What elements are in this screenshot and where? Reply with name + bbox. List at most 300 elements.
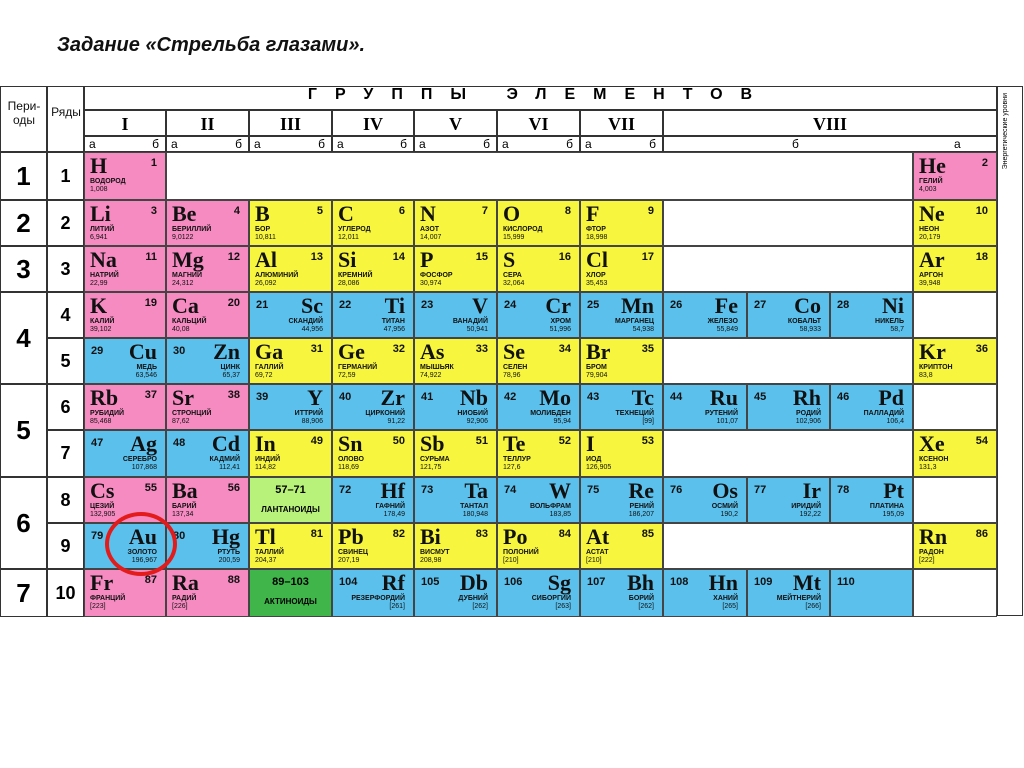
- row-label: 9: [47, 523, 84, 569]
- subgroup-b-label: б: [152, 137, 159, 151]
- element-name: МЕДЬ: [136, 364, 157, 371]
- element-symbol: Zn: [213, 339, 240, 364]
- subgroup-a-label: а: [337, 137, 344, 151]
- atomic-mass: 204,37: [255, 557, 277, 564]
- element-name: ПОЛОНИЙ: [503, 549, 539, 556]
- element-name: РУБИДИЙ: [90, 410, 125, 417]
- element-cell: [166, 338, 249, 384]
- group-header-VII: VII: [580, 110, 663, 136]
- empty-cell: [663, 246, 913, 292]
- atomic-mass: [210]: [503, 557, 519, 564]
- element-symbol: He: [919, 153, 946, 178]
- element-symbol: Li: [90, 201, 111, 226]
- element-name: МАРГАНЕЦ: [615, 318, 654, 325]
- atomic-mass: 190,2: [720, 511, 738, 518]
- subgroup-cell: [84, 136, 166, 152]
- atomic-number: 4: [233, 205, 240, 217]
- atomic-number: 39: [256, 391, 269, 403]
- element-name: РТУТЬ: [217, 549, 240, 556]
- atomic-number: 52: [558, 435, 571, 447]
- subgroup-a-label: а: [419, 137, 426, 151]
- element-symbol: Re: [628, 478, 654, 503]
- element-name: БОР: [255, 226, 271, 233]
- element-symbol: Si: [338, 247, 357, 272]
- element-cell: [663, 384, 747, 430]
- element-name: СЕЛЕН: [503, 364, 528, 371]
- element-symbol: Os: [712, 478, 738, 503]
- atomic-number: 23: [421, 299, 434, 311]
- subgroup-a-label: а: [585, 137, 592, 151]
- atomic-mass: [210]: [586, 557, 602, 564]
- atomic-number: 3: [150, 205, 157, 217]
- atomic-number: 47: [91, 437, 104, 449]
- element-name: КИСЛОРОД: [503, 226, 543, 233]
- element-symbol: Hf: [380, 478, 405, 503]
- element-name: АЗОТ: [420, 226, 440, 233]
- atomic-number: 16: [558, 251, 571, 263]
- element-cell: [166, 569, 249, 617]
- actinides-range: 89–103: [272, 576, 309, 588]
- atomic-mass: [99]: [642, 418, 654, 425]
- groups-title: ГРУППЫ ЭЛЕМЕНТОВ: [307, 86, 771, 103]
- group-header-III: III: [249, 110, 332, 136]
- element-name: БОРИЙ: [628, 595, 654, 602]
- element-name: БАРИЙ: [172, 503, 197, 510]
- element-name: ТАЛЛИЙ: [255, 549, 284, 556]
- element-name: ТЕХНЕЦИЙ: [615, 410, 654, 417]
- subgroup-a-label: а: [254, 137, 261, 151]
- element-cell: [580, 384, 663, 430]
- element-name: ИТТРИЙ: [294, 410, 323, 417]
- element-name: ХРОМ: [550, 318, 571, 325]
- element-cell: [84, 569, 166, 617]
- element-name: ПЛАТИНА: [869, 503, 904, 510]
- atomic-number: 32: [392, 343, 405, 355]
- element-symbol: Co: [794, 293, 821, 318]
- atomic-mass: 39,948: [919, 280, 941, 287]
- element-symbol: Br: [586, 339, 611, 364]
- element-cell: [497, 430, 580, 477]
- element-cell: [663, 292, 747, 338]
- element-cell: [249, 200, 332, 246]
- element-symbol: Ti: [384, 293, 405, 318]
- atomic-mass: [266]: [805, 603, 821, 610]
- element-symbol: I: [586, 431, 595, 456]
- element-cell: [497, 292, 580, 338]
- atomic-number: 31: [310, 343, 323, 355]
- atomic-number: 87: [144, 574, 157, 586]
- atomic-mass: 58,7: [890, 326, 904, 333]
- element-cell: [166, 430, 249, 477]
- atomic-number: 19: [144, 297, 157, 309]
- element-symbol: Xe: [919, 431, 945, 456]
- atomic-mass: [223]: [90, 603, 106, 610]
- element-cell: [414, 246, 497, 292]
- subgroup-b-label: б: [483, 137, 490, 151]
- element-name: КАДМИЙ: [209, 456, 240, 463]
- element-cell: [249, 292, 332, 338]
- atomic-number: 22: [339, 299, 352, 311]
- element-cell: [84, 152, 166, 200]
- element-symbol: N: [420, 201, 436, 226]
- subgroup-cell: [497, 136, 580, 152]
- element-symbol: Rf: [381, 570, 405, 595]
- element-cell: [913, 338, 997, 384]
- element-symbol: Pb: [338, 524, 364, 549]
- element-name: РЕНИЙ: [629, 503, 654, 510]
- atomic-mass: 208,98: [420, 557, 442, 564]
- element-cell: [830, 569, 913, 617]
- element-cell: [580, 523, 663, 569]
- lanthanides-range: 57–71: [275, 484, 306, 496]
- atomic-mass: 178,49: [383, 511, 405, 518]
- atomic-number: 25: [587, 299, 600, 311]
- element-name: АСТАТ: [586, 549, 609, 556]
- atomic-mass: 91,22: [387, 418, 405, 425]
- subgroup-b-label: б: [400, 137, 407, 151]
- element-symbol: Rb: [90, 385, 119, 410]
- atomic-number: 76: [670, 484, 683, 496]
- element-cell: [332, 338, 414, 384]
- atomic-mass: 26,092: [255, 280, 277, 287]
- atomic-mass: 14,007: [420, 234, 442, 241]
- element-name: ТЕЛЛУР: [503, 456, 531, 463]
- row-label: 7: [47, 430, 84, 477]
- subgroup-cell: [663, 136, 997, 152]
- subgroup-b-label: б: [649, 137, 656, 151]
- element-name: БРОМ: [586, 364, 607, 371]
- atomic-number: 78: [837, 484, 850, 496]
- subgroup-b-label: б: [792, 137, 799, 151]
- atomic-number: 37: [144, 389, 157, 401]
- element-symbol: Fr: [90, 570, 114, 595]
- element-cell: [580, 200, 663, 246]
- atomic-number: 48: [173, 437, 186, 449]
- atomic-mass: [262]: [472, 603, 488, 610]
- element-name: КАЛИЙ: [90, 318, 115, 325]
- element-cell: [580, 477, 663, 523]
- atomic-mass: [261]: [389, 603, 405, 610]
- atomic-mass: 196,967: [131, 557, 157, 564]
- energy-levels-column: [997, 86, 1023, 616]
- element-cell: [249, 430, 332, 477]
- group-header-VIII: VIII: [663, 110, 997, 136]
- element-name: ЦИНК: [220, 364, 240, 371]
- element-name: СКАНДИЙ: [288, 318, 323, 325]
- atomic-mass: 55,849: [716, 326, 738, 333]
- atomic-mass: 12,011: [338, 234, 359, 241]
- atomic-mass: 127,6: [503, 464, 521, 471]
- element-symbol: V: [472, 293, 488, 318]
- element-symbol: Mt: [792, 570, 821, 595]
- element-symbol: Nb: [459, 385, 488, 410]
- atomic-mass: 10,811: [255, 234, 276, 241]
- atomic-mass: 47,956: [383, 326, 405, 333]
- atomic-number: 51: [475, 435, 488, 447]
- element-name: ТИТАН: [381, 318, 405, 325]
- element-cell: [249, 523, 332, 569]
- element-symbol: C: [338, 201, 354, 226]
- element-cell: [580, 569, 663, 617]
- atomic-mass: 28,086: [338, 280, 360, 287]
- element-name: РАДОН: [919, 549, 944, 556]
- atomic-number: 49: [310, 435, 323, 447]
- element-cell: [414, 523, 497, 569]
- atomic-number: 11: [145, 251, 157, 263]
- element-name: ИРИДИЙ: [791, 503, 821, 510]
- atomic-mass: 131,3: [919, 464, 937, 471]
- subgroup-a-label: а: [954, 137, 961, 151]
- atomic-number: 106: [504, 576, 523, 588]
- atomic-number: 1: [150, 157, 157, 169]
- atomic-mass: 40,08: [172, 326, 190, 333]
- atomic-number: 83: [475, 528, 488, 540]
- element-name: ЦЕЗИЙ: [90, 503, 115, 510]
- element-cell: [580, 246, 663, 292]
- element-symbol: Sc: [301, 293, 323, 318]
- atomic-number: 35: [641, 343, 654, 355]
- element-symbol: Ar: [919, 247, 945, 272]
- atomic-number: 56: [227, 482, 240, 494]
- period-label: 5: [0, 384, 47, 477]
- atomic-number: 79: [91, 530, 104, 542]
- element-name: МАГНИЙ: [172, 272, 202, 279]
- atomic-mass: 20,179: [919, 234, 941, 241]
- atomic-number: 40: [339, 391, 352, 403]
- element-name: ГАЛЛИЙ: [255, 364, 284, 371]
- atomic-number: 15: [475, 251, 488, 263]
- atomic-number: 6: [398, 205, 405, 217]
- subgroup-b-label: б: [318, 137, 325, 151]
- element-symbol: Pd: [878, 385, 904, 410]
- atomic-mass: 121,75: [420, 464, 442, 471]
- element-symbol: Bi: [420, 524, 441, 549]
- element-name: ОЛОВО: [338, 456, 364, 463]
- element-cell: [913, 523, 997, 569]
- element-cell: [497, 523, 580, 569]
- element-symbol: O: [503, 201, 521, 226]
- group-header-II: II: [166, 110, 249, 136]
- atomic-mass: 107,868: [131, 464, 157, 471]
- element-symbol: Ag: [130, 431, 157, 456]
- element-symbol: Cl: [586, 247, 608, 272]
- element-cell: [913, 246, 997, 292]
- subgroup-cell: [166, 136, 249, 152]
- atomic-mass: 22,99: [90, 280, 108, 287]
- atomic-number: 45: [754, 391, 767, 403]
- atomic-mass: 30,974: [420, 280, 442, 287]
- element-symbol: Bh: [627, 570, 654, 595]
- atomic-mass: 32,064: [503, 280, 525, 287]
- element-cell: [913, 200, 997, 246]
- element-symbol: P: [420, 247, 434, 272]
- atomic-mass: 54,938: [632, 326, 654, 333]
- atomic-number: 50: [392, 435, 405, 447]
- atomic-mass: 63,546: [135, 372, 157, 379]
- subgroup-a-label: а: [89, 137, 96, 151]
- element-name: СУРЬМА: [420, 456, 450, 463]
- element-cell: [414, 569, 497, 617]
- element-cell: [332, 477, 414, 523]
- subgroup-cell: [580, 136, 663, 152]
- element-cell: [84, 292, 166, 338]
- atomic-number: 54: [975, 435, 988, 447]
- atomic-number: 86: [975, 528, 988, 540]
- group-header-V: V: [414, 110, 497, 136]
- page-title: Задание «Стрельба глазами».: [57, 34, 366, 56]
- period-label: 7: [0, 569, 47, 617]
- element-symbol: Te: [503, 431, 526, 456]
- empty-cell: [913, 569, 997, 617]
- row-label: 8: [47, 477, 84, 523]
- atomic-number: 41: [421, 391, 434, 403]
- atomic-number: 46: [837, 391, 850, 403]
- element-name: БЕРИЛЛИЙ: [172, 226, 212, 233]
- atomic-number: 72: [339, 484, 352, 496]
- group-header-I: I: [84, 110, 166, 136]
- atomic-number: 75: [587, 484, 600, 496]
- element-cell: [249, 384, 332, 430]
- atomic-mass: 101,07: [716, 418, 738, 425]
- atomic-number: 108: [670, 576, 689, 588]
- atomic-mass: 92,906: [466, 418, 488, 425]
- element-name: СЕРА: [503, 272, 522, 279]
- group-header-VI: VI: [497, 110, 580, 136]
- period-label: 4: [0, 292, 47, 384]
- atomic-mass: 51,996: [549, 326, 571, 333]
- element-cell: [249, 338, 332, 384]
- atomic-mass: 95,94: [553, 418, 571, 425]
- rows-label: Ряды: [51, 105, 81, 119]
- element-cell: [497, 477, 580, 523]
- element-symbol: Rn: [919, 524, 948, 549]
- element-name: НИКЕЛЬ: [875, 318, 904, 325]
- atomic-number: 84: [558, 528, 571, 540]
- element-cell: [332, 430, 414, 477]
- element-name: ПАЛЛАДИЙ: [863, 410, 904, 417]
- element-name: ИОД: [586, 456, 602, 463]
- atomic-number: 104: [339, 576, 358, 588]
- element-cell: [84, 200, 166, 246]
- row-label: 10: [47, 569, 84, 617]
- element-cell: [414, 338, 497, 384]
- element-symbol: Rh: [792, 385, 821, 410]
- atomic-mass: 126,905: [586, 464, 612, 471]
- atomic-mass: 9,0122: [172, 234, 194, 241]
- atomic-number: 30: [173, 345, 186, 357]
- empty-cell: [913, 384, 997, 430]
- subgroup-cell: [332, 136, 414, 152]
- element-cell: [663, 477, 747, 523]
- element-name: АЛЮМИНИЙ: [255, 272, 299, 279]
- atomic-number: 42: [504, 391, 517, 403]
- element-symbol: Ga: [255, 339, 284, 364]
- atomic-number: 44: [670, 391, 683, 403]
- atomic-number: 5: [316, 205, 323, 217]
- atomic-number: 88: [227, 574, 240, 586]
- element-name: СВИНЕЦ: [338, 549, 368, 556]
- element-cell: [166, 477, 249, 523]
- element-symbol: Tc: [631, 385, 654, 410]
- element-name: ЦИРКОНИЙ: [365, 410, 405, 417]
- element-name: ВАНАДИЙ: [452, 318, 488, 325]
- element-cell: [747, 569, 830, 617]
- periods-header: [0, 86, 47, 152]
- element-cell: [414, 384, 497, 430]
- element-cell: [497, 384, 580, 430]
- element-cell: [663, 569, 747, 617]
- element-name: НАТРИЙ: [90, 272, 119, 279]
- atomic-number: 12: [227, 251, 240, 263]
- element-cell: [497, 569, 580, 617]
- atomic-number: 109: [754, 576, 773, 588]
- element-cell: [747, 384, 830, 430]
- atomic-mass: 118,69: [338, 464, 359, 471]
- atomic-number: 33: [475, 343, 488, 355]
- atomic-mass: 4,003: [919, 186, 937, 193]
- element-name: МЕЙТНЕРИЙ: [776, 595, 821, 602]
- lanthanides-cell: [249, 477, 332, 523]
- empty-cell: [663, 200, 913, 246]
- atomic-number: 55: [144, 482, 157, 494]
- element-symbol: Ge: [338, 339, 365, 364]
- element-cell: [332, 384, 414, 430]
- element-name: СТРОНЦИЙ: [172, 410, 212, 417]
- element-name: КРИПТОН: [919, 364, 953, 371]
- element-cell: [84, 430, 166, 477]
- element-cell: [414, 292, 497, 338]
- element-name: ХЛОР: [586, 272, 606, 279]
- atomic-mass: 72,59: [338, 372, 356, 379]
- atomic-number: 110: [837, 576, 855, 588]
- atomic-number: 10: [975, 205, 988, 217]
- element-cell: [414, 477, 497, 523]
- element-symbol: Pt: [883, 478, 904, 503]
- period-label: 1: [0, 152, 47, 200]
- element-cell: [166, 200, 249, 246]
- period-label: 3: [0, 246, 47, 292]
- element-cell: [84, 384, 166, 430]
- atomic-mass: 85,468: [90, 418, 112, 425]
- subgroup-a-label: а: [502, 137, 509, 151]
- atomic-number: 85: [641, 528, 654, 540]
- element-name: КРЕМНИЙ: [338, 272, 373, 279]
- element-cell: [249, 246, 332, 292]
- atomic-number: 17: [641, 251, 654, 263]
- atomic-mass: 137,34: [172, 511, 194, 518]
- element-symbol: Ta: [464, 478, 488, 503]
- element-name: РУТЕНИЙ: [705, 410, 738, 417]
- empty-cell: [663, 338, 913, 384]
- element-name: ИНДИЙ: [255, 456, 281, 463]
- element-symbol: Mo: [539, 385, 571, 410]
- atomic-number: 29: [91, 345, 104, 357]
- element-symbol: Ir: [802, 478, 821, 503]
- element-symbol: Al: [255, 247, 277, 272]
- element-name: ФРАНЦИЙ: [90, 595, 126, 602]
- row-label: 3: [47, 246, 84, 292]
- element-cell: [830, 477, 913, 523]
- element-cell: [414, 430, 497, 477]
- periods-label: Пери-оды: [7, 99, 41, 127]
- atomic-mass: [222]: [919, 557, 935, 564]
- element-symbol: Sb: [420, 431, 445, 456]
- element-symbol: Sg: [547, 570, 571, 595]
- element-symbol: Ra: [172, 570, 199, 595]
- element-cell: [830, 384, 913, 430]
- atomic-mass: 186,207: [628, 511, 654, 518]
- empty-cell: [663, 430, 913, 477]
